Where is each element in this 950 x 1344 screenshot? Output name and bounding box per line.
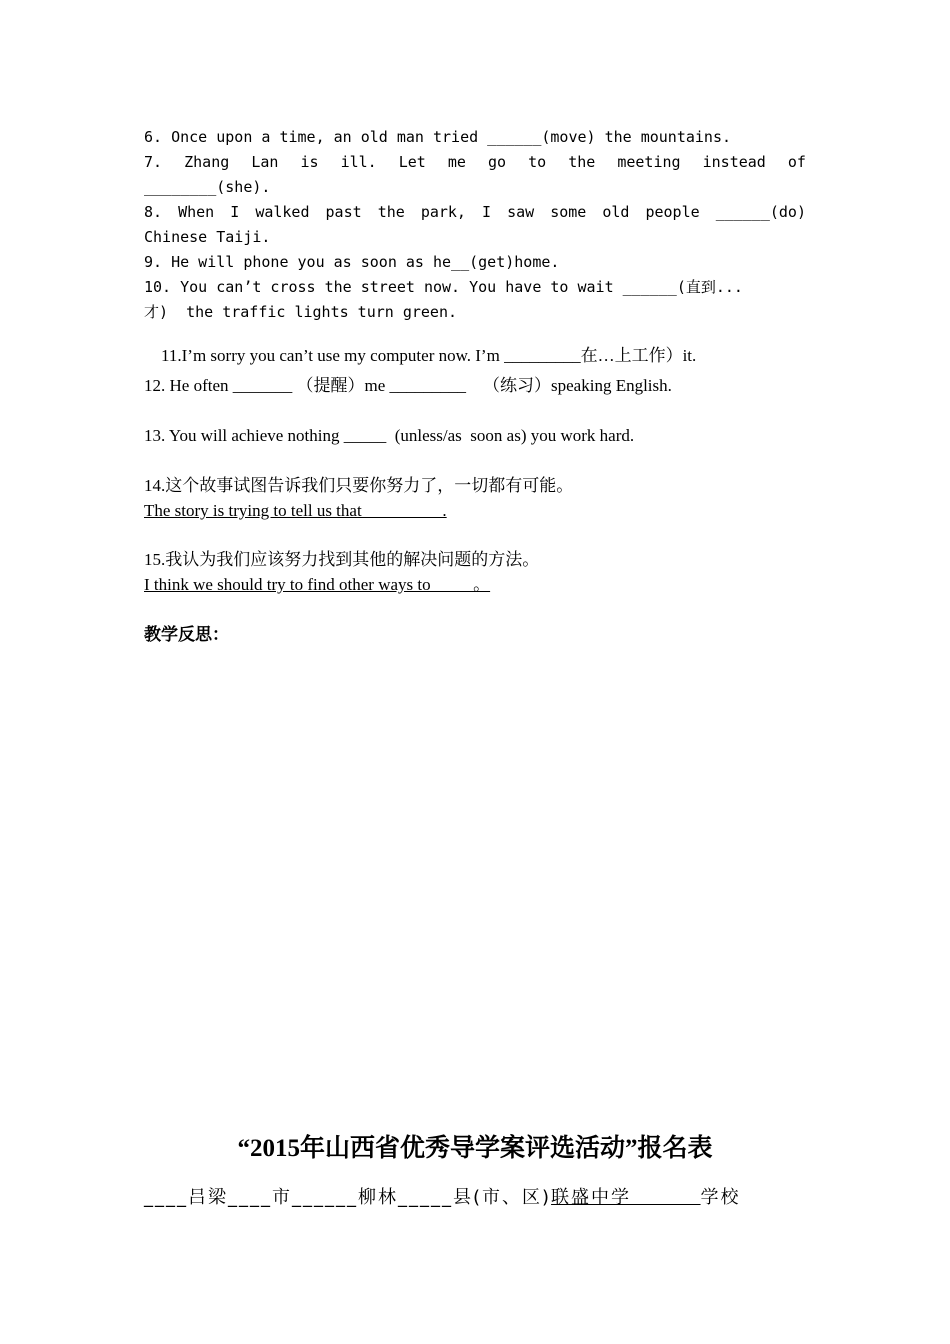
form-title: “2015年山西省优秀导学案评选活动”报名表 xyxy=(237,1135,713,1162)
question-7-word: ill. xyxy=(340,153,377,171)
question-8-word: past xyxy=(325,203,362,221)
question-11-text-a: 11.I’m sorry you can’t use my computer now. I’m xyxy=(161,346,505,365)
county-suffix: 县(市、区) xyxy=(453,1187,552,1208)
question-8 xyxy=(144,202,806,222)
registration-line xyxy=(144,1183,806,1209)
question-12: 12. He often _______ （提醒）me _________ （练习）speaking English. xyxy=(144,376,672,395)
question-7-word: of xyxy=(787,153,806,171)
question-7-word: go xyxy=(487,153,507,171)
question-7-word: Let xyxy=(398,153,426,171)
question-7-word: meeting xyxy=(617,153,681,171)
question-7-continued: ________(she). xyxy=(144,178,271,196)
county-blank-left: ______ xyxy=(292,1187,358,1208)
question-8-continued: Chinese Taiji. xyxy=(144,228,271,246)
county-name: 柳林 xyxy=(358,1187,398,1208)
question-8-word: 8. xyxy=(144,203,163,221)
reflection-label: 教学反思： xyxy=(144,625,229,644)
question-8-word: some xyxy=(550,203,587,221)
city-blank-right: ____ xyxy=(228,1187,272,1208)
question-7-word: 7. xyxy=(144,153,163,171)
question-7-word: Lan xyxy=(251,153,279,171)
question-7-word: me xyxy=(447,153,466,171)
city-blank-left: ____ xyxy=(144,1187,188,1208)
question-8-word: walked xyxy=(255,203,310,221)
question-8-word: I xyxy=(230,203,240,221)
question-8-word: When xyxy=(178,203,215,221)
question-13: 13. You will achieve nothing _____ (unless/as soon as) you work hard. xyxy=(144,426,635,445)
question-11-blank: _________ xyxy=(504,346,581,365)
question-7 xyxy=(144,152,806,172)
question-8-word: old xyxy=(602,203,630,221)
school-name: 联盛中学 xyxy=(551,1187,701,1208)
question-8-word: people xyxy=(645,203,700,221)
question-9: 9. He will phone you as soon as he__(get)home. xyxy=(144,253,560,271)
question-14-chinese: 14.这个故事试图告诉我们只要你努力了，一切都有可能。 xyxy=(144,476,574,495)
school-suffix: 学校 xyxy=(700,1187,741,1208)
question-10-continued: 才) the traffic lights turn green. xyxy=(144,303,458,321)
question-14-english: The story is trying to tell us that . xyxy=(144,501,447,520)
question-7-word: to xyxy=(528,153,547,171)
question-7-word: instead xyxy=(702,153,766,171)
question-8-word: the xyxy=(377,203,405,221)
question-8-word: saw xyxy=(507,203,535,221)
question-7-word: is xyxy=(300,153,319,171)
question-8-word: park, xyxy=(420,203,466,221)
question-7-word: Zhang xyxy=(184,153,230,171)
city-suffix: 市 xyxy=(272,1187,292,1208)
question-6: 6. Once upon a time, an old man tried ______(move) the mountains. xyxy=(144,128,731,146)
question-8-word: I xyxy=(482,203,492,221)
question-15-chinese: 15.我认为我们应该努力找到其他的解决问题的方法。 xyxy=(144,550,540,569)
city-name: 吕梁 xyxy=(188,1187,228,1208)
county-blank-right: _____ xyxy=(398,1187,453,1208)
question-10: 10. You can’t cross the street now. You have to wait ______(直到... xyxy=(144,278,743,296)
question-15-english: I think we should try to find other ways to 。 xyxy=(144,575,491,594)
question-8-word: ______(do) xyxy=(715,203,806,221)
question-7-word: the xyxy=(568,153,596,171)
question-11-text-b: 在…上工作）it. xyxy=(580,346,697,365)
